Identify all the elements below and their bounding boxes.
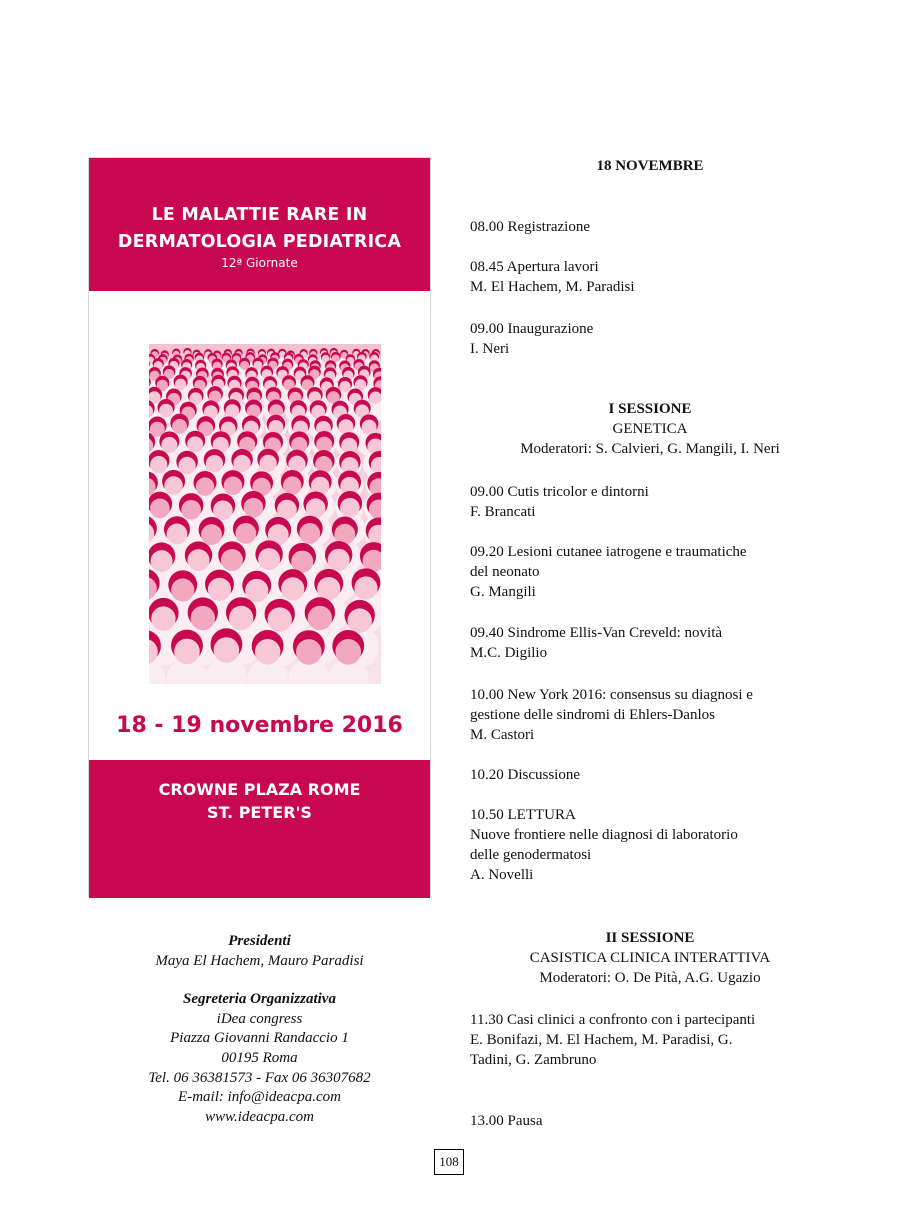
child-face xyxy=(317,577,340,600)
schedule-entry: 11.30 Casi clinici a confronto con i partecipanti E. Bonifazi, M. El Hachem, M. Paradisi, G. Tadini, G. Zambruno xyxy=(470,1012,756,1068)
poster-title: LE MALATTIE RARE IN DERMATOLOGIA PEDIATRICA xyxy=(117,205,402,252)
child-face xyxy=(167,524,188,545)
child-face xyxy=(172,419,187,434)
secretariat-website: www.ideacpa.com xyxy=(205,1108,314,1125)
child-face xyxy=(151,606,175,630)
child-face xyxy=(281,577,304,600)
child-face xyxy=(283,476,301,494)
session-moderators: Moderatori: O. De Pità, A.G. Ugazio xyxy=(539,970,761,986)
child-face xyxy=(296,639,322,665)
child-face xyxy=(150,456,167,473)
child-face xyxy=(260,455,277,472)
page-number: 108 xyxy=(434,1149,464,1175)
poster-header-band xyxy=(89,158,430,291)
child-face xyxy=(196,477,214,495)
child-face xyxy=(339,381,350,392)
child-face xyxy=(191,606,215,630)
session-moderators: Moderatori: S. Calvieri, G. Mangili, I. Neri xyxy=(520,441,780,457)
session-2-header xyxy=(470,928,830,988)
child-face xyxy=(181,500,201,520)
session-title: II SESSIONE xyxy=(605,930,695,946)
child-face xyxy=(306,498,326,518)
child-face xyxy=(299,523,320,544)
child-face xyxy=(214,637,240,663)
secretariat-line: Piazza Giovanni Randaccio 1 xyxy=(170,1030,349,1047)
child-face xyxy=(159,404,173,418)
presidents-names: Maya El Hachem, Mauro Paradisi xyxy=(155,952,364,969)
child-face xyxy=(245,579,268,602)
poster-subtitle: 12ª Giornate xyxy=(221,256,298,270)
child-face xyxy=(213,500,233,520)
schedule-entry: 08.00 Registrazione xyxy=(470,219,590,235)
child-face xyxy=(277,500,297,520)
child-face xyxy=(187,549,209,571)
session-topic: GENETICA xyxy=(612,421,688,437)
child-face xyxy=(347,608,371,632)
child-face xyxy=(354,576,377,599)
child-face xyxy=(255,639,281,665)
child-face xyxy=(178,457,195,474)
schedule-entry: 09.20 Lesioni cutanee iatrogene e traumatiche del neonato G. Mangili xyxy=(470,544,747,600)
schedule-entry: 10.20 Discussione xyxy=(470,767,580,783)
child-face xyxy=(201,524,222,545)
child-face xyxy=(233,455,250,472)
child-face xyxy=(244,498,264,518)
presidents-heading: Presidenti xyxy=(228,933,291,949)
child-face xyxy=(208,578,231,601)
secretariat-heading: Segreteria Organizzativa xyxy=(183,991,336,1008)
schedule-entry: 08.45 Apertura lavori M. El Hachem, M. Paradisi xyxy=(470,259,635,295)
venue-line-1: CROWNE PLAZA ROME xyxy=(158,780,361,799)
child-face xyxy=(229,606,253,630)
child-face xyxy=(151,550,173,572)
poster-dates: 18 - 19 novembre 2016 xyxy=(116,713,403,738)
poster-venue-band xyxy=(89,760,430,898)
schedule-entry: 09.40 Sindrome Ellis-Van Creveld: novità M.C. Digilio xyxy=(470,625,723,661)
organizers-info xyxy=(88,932,431,1127)
child-face xyxy=(328,549,350,571)
child-face xyxy=(175,379,186,390)
child-face xyxy=(340,498,360,518)
day-heading: 18 NOVEMBRE xyxy=(596,158,704,174)
schedule-entry: 09.00 Inaugurazione I. Neri xyxy=(470,321,594,357)
secretariat-line: Tel. 06 36381573 - Fax 06 36307682 xyxy=(148,1069,371,1086)
event-poster xyxy=(88,157,431,897)
child-face xyxy=(362,420,377,435)
schedule-entry: 10.00 New York 2016: consensus su diagnosi e gestione delle sindromi di Ehlers-Danlos M. Castori xyxy=(470,687,753,743)
child-face xyxy=(338,419,353,434)
child-face xyxy=(335,639,361,665)
child-face xyxy=(308,606,332,630)
child-face xyxy=(206,455,223,472)
child-face xyxy=(225,404,239,418)
child-face xyxy=(235,523,256,544)
schedule-entry: 13.00 Pausa xyxy=(470,1113,543,1129)
child-face xyxy=(164,476,182,494)
child-face xyxy=(258,548,280,570)
child-face xyxy=(187,436,203,452)
secretariat-line: 00195 Roma xyxy=(221,1049,298,1066)
schedule-entry: 09.00 Cutis tricolor e dintorni F. Brancati xyxy=(470,484,649,520)
child-face xyxy=(171,578,194,601)
children-group-photo xyxy=(149,344,381,684)
child-face xyxy=(161,437,177,453)
venue-line-2: ST. PETER'S xyxy=(207,803,312,822)
session-1-header xyxy=(470,399,830,459)
secretariat-email: E-mail: info@ideacpa.com xyxy=(178,1089,341,1106)
session-topic: CASISTICA CLINICA INTERATTIVA xyxy=(529,950,771,966)
child-face xyxy=(150,499,170,519)
child-face xyxy=(174,639,200,665)
schedule-entry: 10.50 LETTURA Nuove frontiere nelle diagnosi di laboratorio delle genodermatosi A. Novelli xyxy=(470,807,738,883)
secretariat-line: iDea congress xyxy=(216,1010,303,1027)
child-face xyxy=(268,607,292,631)
session-title: I SESSIONE xyxy=(608,401,692,417)
child-face xyxy=(224,477,242,495)
child-face xyxy=(221,549,243,571)
